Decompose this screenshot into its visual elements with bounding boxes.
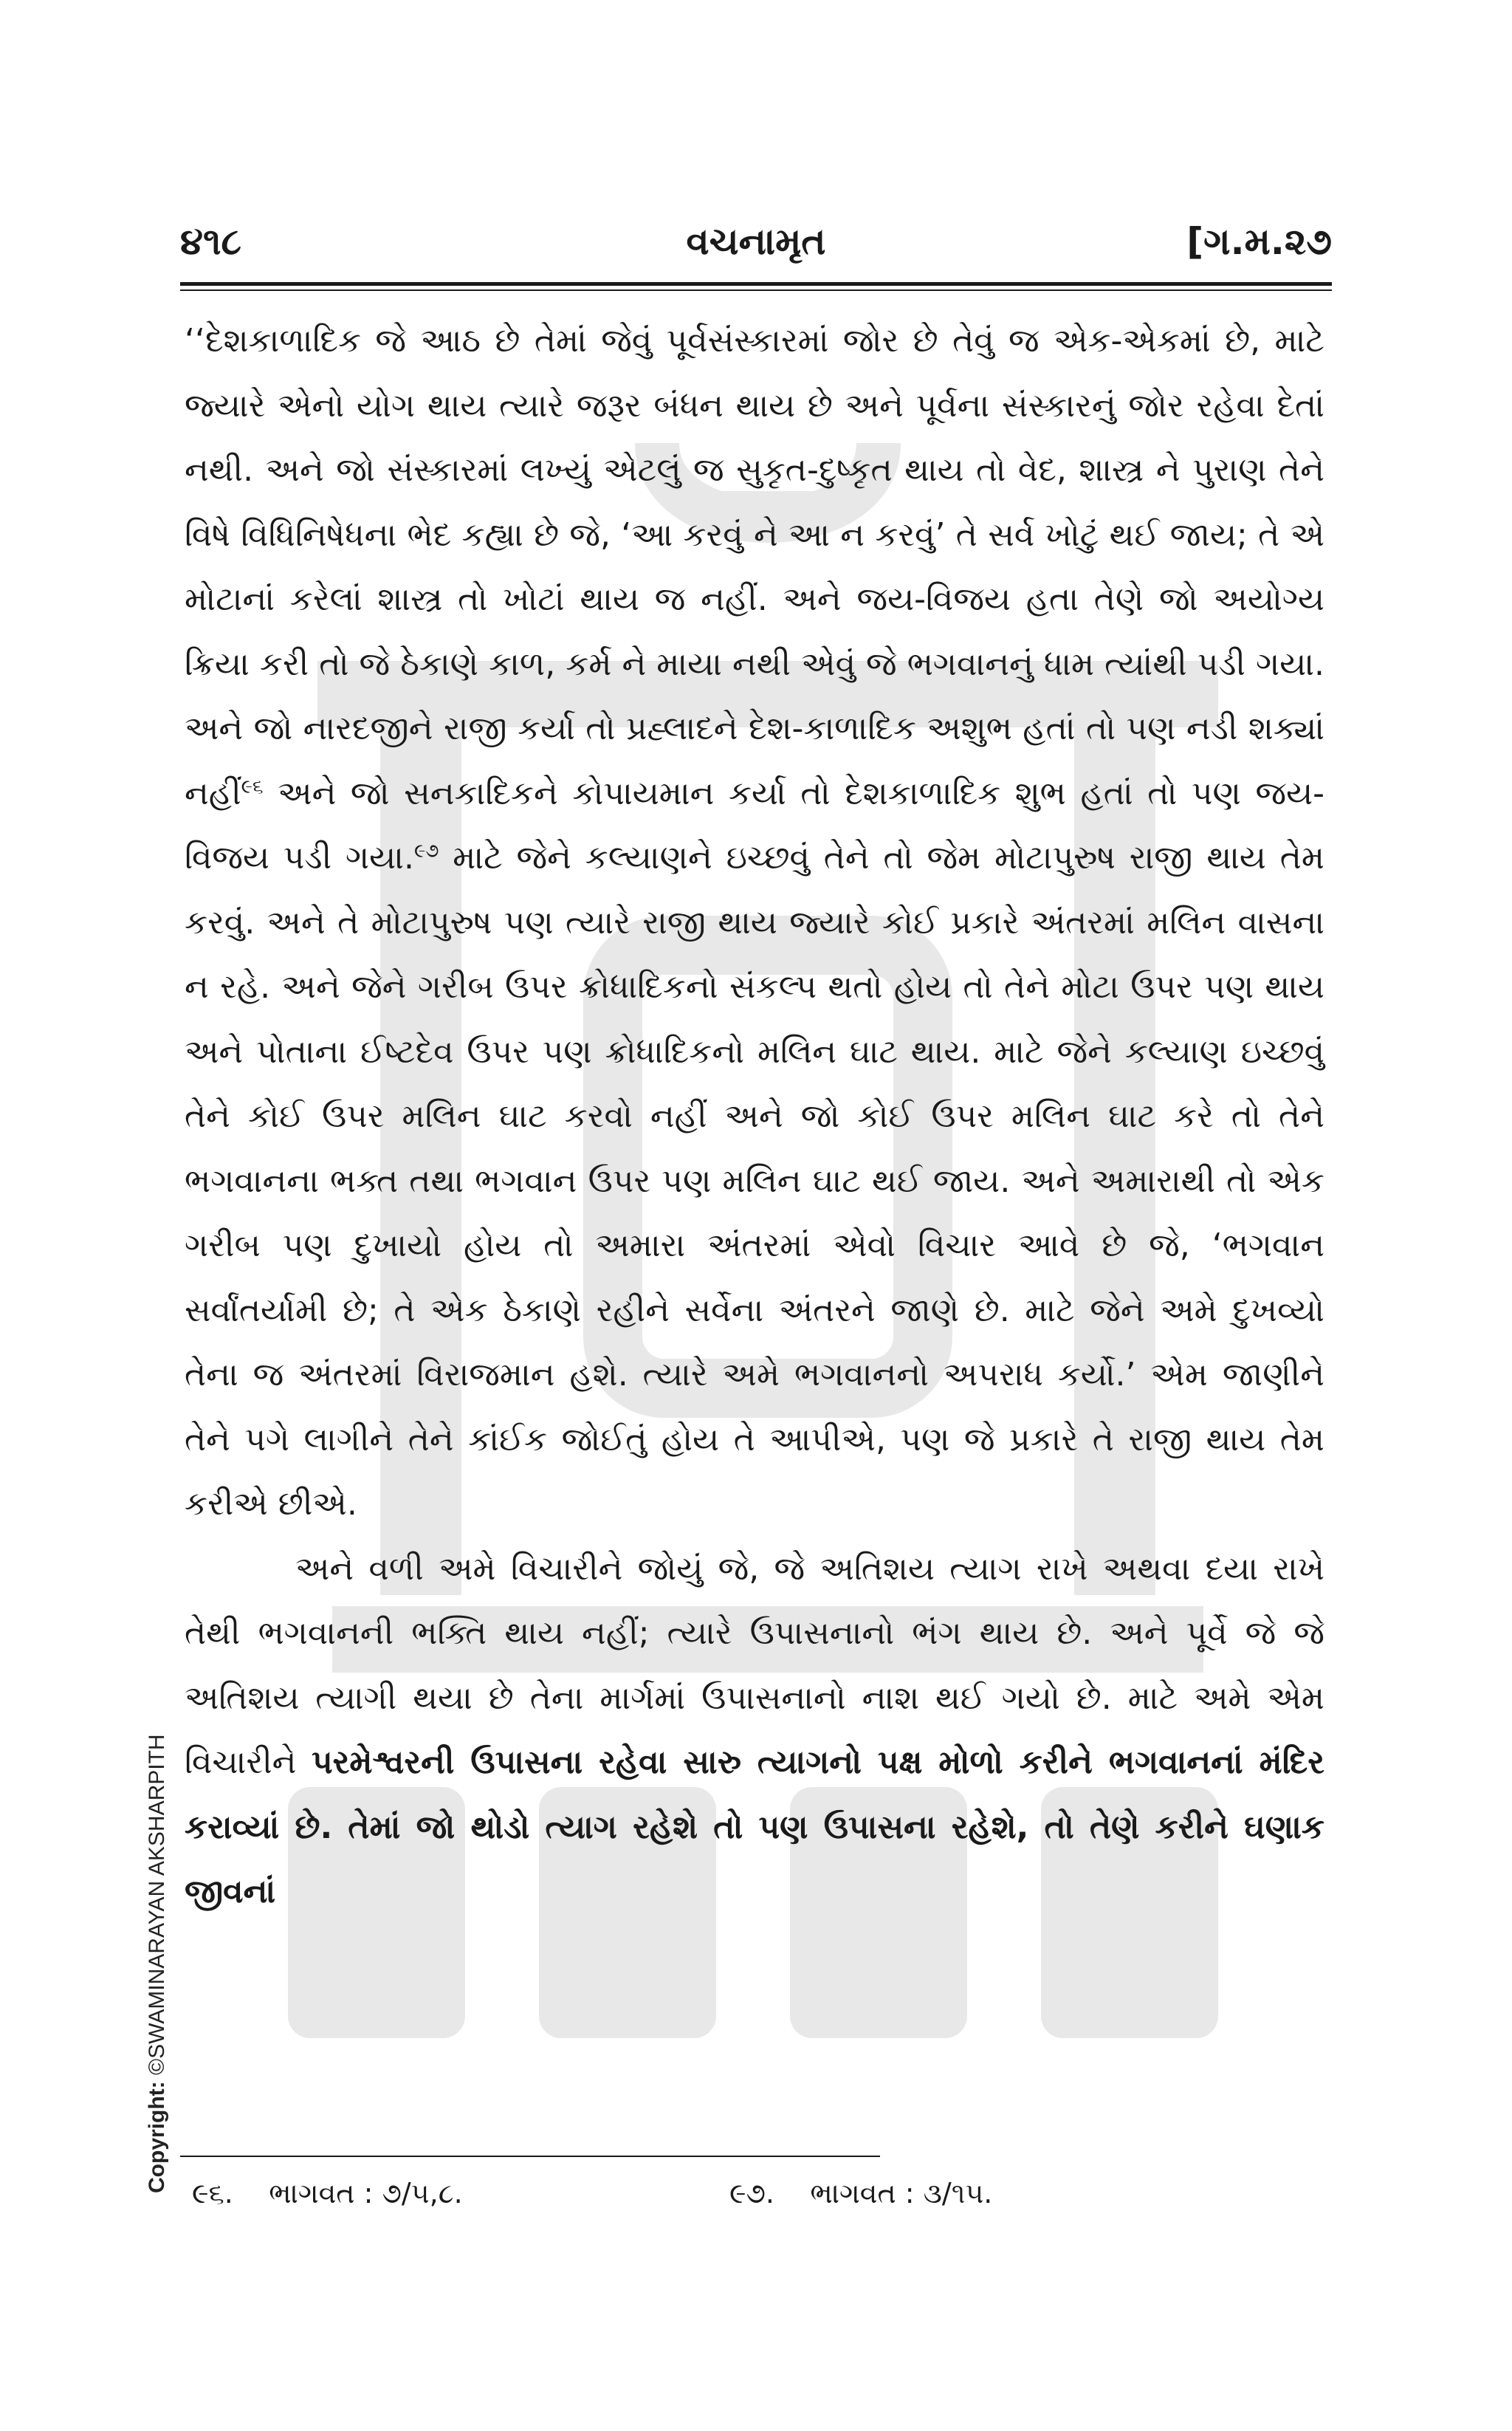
page-number: ૪૧૮ [180,220,241,263]
paragraph-1-part-a: ‘‘દેશકાળાદિક જે આઠ છે તેમાં જેવું પૂર્વસંસ્કારમાં જોર છે તેવું જ એક-એકમાં છે, માટે જ્યારે એનો યોગ થાય ત્યારે જરૂર બંધન થાય છે અને પૂર્વના સંસ્કારનું જોર રહેવા દેતાં નથી. અને જો સંસ્કારમાં લખ્યું એટલું જ સુકૃત-દુષ્કૃત થાય તો વેદ, શાસ્ત્ર ને પુરાણ તેને વિષે વિધિનિષેધના ભેદ કહ્યા છે જે, ‘આ કરવું ને આ ન કરવું’ તે સર્વ ખોટું થઈ જાય; તે એ મોટાનાં કરેલાં શાસ્ત્ર તો ખોટાં થાય જ નહીં. અને જય-વિજય હતા તેણે જો અયોગ્ય ક્રિયા કરી તો જે ઠેકાણે કાળ, કર્મ ને માયા નથી એવું જે ભગવાનનું ધામ ત્યાંથી પડી ગયા. અને જો નારદજીને રાજી કર્યા તો પ્રહ્લાદને દેશ-કાળાદિક અશુભ હતાં તો પણ નડી શક્યાં નહીં [185,322,1324,812]
footnote-ref-97: ૯૭ [413,840,439,863]
footnote-text: ભાગવત : ૩/૧૫. [810,2177,993,2209]
footnote-text: ભાગવત : ૭/૫,૮. [269,2177,463,2209]
paragraph-1-part-b: અને જો સનકાદિકને કોપાયમાન કર્યા તો દેશકાળાદિક શુભ હતાં તો પણ જય-વિજય પડી ગયા. [185,774,1324,877]
header-rule-thin [180,289,1332,291]
paragraph-1-part-c: માટે જેને કલ્યાણને ઇચ્છવું તેને તો જેમ મોટાપુરુષ રાજી થાય તેમ કરવું. અને તે મોટાપુરુષ પણ ત્યારે રાજી થાય જ્યારે કોઈ પ્રકારે અંતરમાં મલિન વાસના ન રહે. અને જેને ગરીબ ઉપર ક્રોધાદિકનો સંકલ્પ થતો હોય તો તેને મોટા ઉપર પણ થાય અને પોતાના ઈષ્ટદેવ ઉપર પણ ક્રોધાદિકનો મલિન ઘાટ થાય. માટે જેને કલ્યાણ ઇચ્છવું તેને કોઈ ઉપર મલિન ઘાટ કરવો નહીં અને જો કોઈ ઉપર મલિન ઘાટ કરે તો તેને ભગવાનના ભક્ત તથા ભગવાન ઉપર પણ મલિન ઘાટ થઈ જાય. અને અમારાથી તો એક ગરીબ પણ દુખાયો હોય તો અમારા અંતરમાં એવો વિચાર આવે છે જે, ‘ભગવાન સર્વાંતર્યામી છે; તે એક ઠેકાણે રહીને સર્વેના અંતરને જાણે છે. માટે જેને અમે દુખવ્યો તેના જ અંતરમાં વિરાજમાન હશે. ત્યારે અમે ભગવાનનો અપરાધ કર્યો.’ એમ જાણીને તેને પગે લાગીને તેને કાંઈક જોઈતું હોય તે આપીએ, પણ જે પ્રકારે તે રાજી થાય તેમ કરીએ છીએ. [185,839,1324,1523]
footnote-label: ૯૭. [729,2177,774,2209]
section-reference: [ગ.મ.૨૭ [1186,220,1332,263]
paragraph-1 [185,309,1324,1537]
footnotes [192,2171,1299,2215]
paragraph-2 [185,1537,1324,1924]
header-rule-thick [180,282,1332,286]
copyright-notice [145,1734,170,2193]
book-title: વચનામૃત [686,220,826,263]
footnote-97 [729,2171,992,2215]
footnote-label: ૯૬. [192,2177,233,2209]
footnote-ref-96: ૯૬ [241,775,264,798]
footnote-96 [192,2171,463,2215]
paragraph-2-bold: પરમેશ્વરની ઉપાસના રહેવા સારુ ત્યાગનો પક્ષ મોળો કરીને ભગવાનનાં મંદિર કરાવ્યાં છે. તેમાં જો થોડો ત્યાગ રહેશે તો પણ ઉપાસના રહેશે, તો તેણે કરીને ઘણાક જીવનાં [185,1743,1324,1910]
page-header [180,216,1332,267]
copyright-holder: ©SWAMINARAYAN AKSHARPITH [145,1734,169,2076]
paragraph-2-text: અને વળી અમે વિચારીને જોયું જે, જે અતિશય ત્યાગ રાખે અથવા દયા રાખે તેથી ભગવાનની ભક્તિ થાય નહીં; ત્યારે ઉપાસનાનો ભંગ થાય છે. અને પૂર્વે જે જે અતિશય ત્યાગી થયા છે તેના માર્ગમાં ઉપાસનાનો નાશ થઈ ગયો છે. માટે અમે એમ વિચારીને [185,1549,1324,1781]
copyright-label: Copyright: [145,2081,169,2193]
footnote-rule [180,2156,880,2157]
main-text [185,309,1324,1924]
